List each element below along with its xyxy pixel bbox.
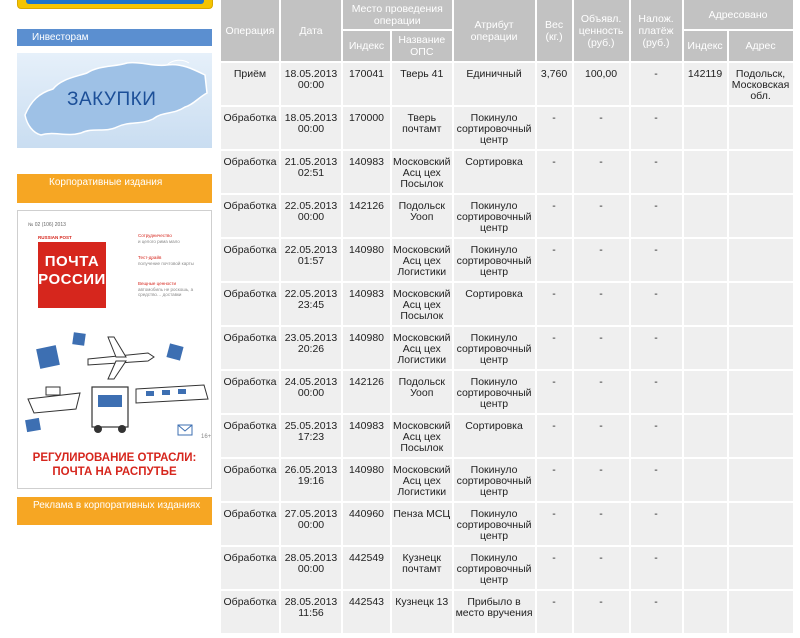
cell-address: [729, 547, 793, 589]
magazine-headline: РЕГУЛИРОВАНИЕ ОТРАСЛИ: ПОЧТА НА РАСПУТЬЕ: [32, 452, 197, 478]
cell-attribute: Покинуло сортировочный центр: [454, 371, 535, 413]
cell-index: 140983: [343, 151, 390, 193]
corporate-ads-link[interactable]: Реклама в корпоративных изданиях: [17, 497, 212, 525]
cell-declared-value: -: [574, 151, 629, 193]
cell-date: 21.05.2013 02:51: [281, 151, 341, 193]
cell-cod: -: [631, 151, 682, 193]
cell-ops-name: Пенза МСЦ: [392, 503, 452, 545]
transport-illustration-icon: [18, 329, 211, 441]
magazine-blurb: Сотрудничество и целого рима мало: [138, 233, 180, 244]
cell-address: [729, 459, 793, 501]
cell-weight: 3,760: [537, 63, 572, 105]
table-row: [221, 591, 793, 633]
cell-addr-index: [684, 107, 727, 149]
zakupki-label: ЗАКУПКИ: [67, 89, 157, 110]
magazine-cover[interactable]: [17, 210, 212, 489]
cell-addr-index: [684, 371, 727, 413]
cell-weight: -: [537, 327, 572, 369]
cell-cod: -: [631, 195, 682, 237]
cell-index: 142126: [343, 195, 390, 237]
cell-cod: -: [631, 503, 682, 545]
cell-cod: -: [631, 327, 682, 369]
cell-declared-value: -: [574, 547, 629, 589]
corporate-publications-link[interactable]: Корпоративные издания: [17, 174, 212, 203]
cell-declared-value: -: [574, 195, 629, 237]
cell-declared-value: -: [574, 459, 629, 501]
table-row: [221, 503, 793, 545]
table-row: [221, 327, 793, 369]
cell-operation: Обработка: [221, 327, 279, 369]
cell-ops-name: Московский Асц цех Посылок: [392, 415, 452, 457]
cell-index: 140983: [343, 283, 390, 325]
table-row: [221, 151, 793, 193]
cell-address: [729, 283, 793, 325]
cell-declared-value: -: [574, 283, 629, 325]
cell-date: 23.05.2013 20:26: [281, 327, 341, 369]
table-body: [221, 63, 793, 633]
table-row: [221, 239, 793, 281]
cell-addr-index: [684, 195, 727, 237]
cell-index: 170000: [343, 107, 390, 149]
table-row: [221, 415, 793, 457]
cell-address: [729, 151, 793, 193]
cell-address: [729, 371, 793, 413]
cell-weight: -: [537, 195, 572, 237]
cell-attribute: Покинуло сортировочный центр: [454, 327, 535, 369]
cell-ops-name: Московский Асц цех Посылок: [392, 151, 452, 193]
cell-address: [729, 195, 793, 237]
cell-ops-name: Московский Асц цех Логистики: [392, 459, 452, 501]
cell-date: 22.05.2013 01:57: [281, 239, 341, 281]
cell-date: 18.05.2013 00:00: [281, 63, 341, 105]
cell-cod: -: [631, 415, 682, 457]
cell-attribute: Покинуло сортировочный центр: [454, 503, 535, 545]
cell-operation: Обработка: [221, 239, 279, 281]
header-ops-name: Название ОПС: [392, 31, 452, 61]
cell-weight: -: [537, 239, 572, 281]
cell-cod: -: [631, 591, 682, 633]
table-row: [221, 283, 793, 325]
cell-addr-index: [684, 151, 727, 193]
cell-index: 170041: [343, 63, 390, 105]
magazine-logo: ПОЧТА РОССИИ: [38, 242, 106, 308]
cell-weight: -: [537, 107, 572, 149]
cell-weight: -: [537, 283, 572, 325]
cell-attribute: Покинуло сортировочный центр: [454, 107, 535, 149]
cell-date: 22.05.2013 00:00: [281, 195, 341, 237]
cell-cod: -: [631, 459, 682, 501]
header-operation: Операция: [221, 0, 279, 61]
cell-operation: Обработка: [221, 283, 279, 325]
table-row: [221, 371, 793, 413]
sidebar: [0, 0, 216, 638]
magazine-age-rating: 16+: [201, 434, 212, 440]
cell-cod: -: [631, 371, 682, 413]
cell-operation: Обработка: [221, 371, 279, 413]
cell-declared-value: -: [574, 327, 629, 369]
header-declared-value: Объявл. ценность (руб.): [574, 0, 629, 61]
cell-addr-index: [684, 503, 727, 545]
tracking-table: [219, 0, 795, 635]
cell-index: 140980: [343, 239, 390, 281]
cell-address: [729, 239, 793, 281]
cell-date: 22.05.2013 23:45: [281, 283, 341, 325]
top-banner[interactable]: [17, 0, 213, 9]
cell-index: 442549: [343, 547, 390, 589]
cell-weight: -: [537, 503, 572, 545]
header-cod: Налож. платёж (руб.): [631, 0, 682, 61]
cell-attribute: Покинуло сортировочный центр: [454, 239, 535, 281]
cell-ops-name: Московский Асц цех Логистики: [392, 327, 452, 369]
cell-declared-value: 100,00: [574, 63, 629, 105]
cell-cod: -: [631, 107, 682, 149]
cell-attribute: Покинуло сортировочный центр: [454, 547, 535, 589]
cell-weight: -: [537, 151, 572, 193]
cell-date: 18.05.2013 00:00: [281, 107, 341, 149]
zakupki-banner[interactable]: [17, 53, 212, 148]
cell-address: [729, 107, 793, 149]
header-index: Индекс: [343, 31, 390, 61]
cell-cod: -: [631, 239, 682, 281]
cell-ops-name: Тверь 41: [392, 63, 452, 105]
cell-address: [729, 415, 793, 457]
cell-operation: Обработка: [221, 107, 279, 149]
cell-ops-name: Московский Асц цех Логистики: [392, 239, 452, 281]
cell-addr-index: [684, 591, 727, 633]
cell-date: 28.05.2013 00:00: [281, 547, 341, 589]
header-address: Адрес: [729, 31, 793, 61]
cell-declared-value: -: [574, 591, 629, 633]
cell-operation: Обработка: [221, 459, 279, 501]
cell-ops-name: Кузнецк 13: [392, 591, 452, 633]
table-row: [221, 547, 793, 589]
cell-index: 442543: [343, 591, 390, 633]
header-date: Дата: [281, 0, 341, 61]
cell-address: [729, 327, 793, 369]
header-attribute: Атрибут операции: [454, 0, 535, 61]
cell-ops-name: Кузнецк почтамт: [392, 547, 452, 589]
cell-cod: -: [631, 547, 682, 589]
cell-date: 26.05.2013 19:16: [281, 459, 341, 501]
magazine-issue: № 02 (106) 2013: [28, 222, 66, 228]
cell-date: 28.05.2013 11:56: [281, 591, 341, 633]
header-addressed-group: Адресовано: [684, 0, 793, 29]
cell-attribute: Покинуло сортировочный центр: [454, 459, 535, 501]
cell-cod: -: [631, 283, 682, 325]
magazine-brand-top: RUSSIAN POST: [38, 235, 72, 240]
table-row: [221, 63, 793, 105]
cell-operation: Обработка: [221, 151, 279, 193]
cell-operation: Обработка: [221, 591, 279, 633]
cell-declared-value: -: [574, 503, 629, 545]
cell-address: [729, 591, 793, 633]
cell-ops-name: Московский Асц цех Посылок: [392, 283, 452, 325]
magazine-blurb: Тест-драйв получение почтовой карты: [138, 255, 194, 266]
cell-declared-value: -: [574, 107, 629, 149]
cell-index: 140980: [343, 459, 390, 501]
cell-index: 140980: [343, 327, 390, 369]
cell-ops-name: Тверь почтамт: [392, 107, 452, 149]
magazine-blurb: Вещные ценности автомобиль не роскошь, а средство… доставки: [138, 281, 194, 297]
cell-weight: -: [537, 371, 572, 413]
table-row: [221, 459, 793, 501]
cell-cod: -: [631, 63, 682, 105]
cell-weight: -: [537, 547, 572, 589]
cell-address: [729, 503, 793, 545]
cell-declared-value: -: [574, 239, 629, 281]
header-addr-index: Индекс: [684, 31, 727, 61]
cell-addr-index: [684, 459, 727, 501]
table-header: [221, 0, 793, 61]
cell-operation: Приём: [221, 63, 279, 105]
cell-date: 25.05.2013 17:23: [281, 415, 341, 457]
cell-index: 142126: [343, 371, 390, 413]
cell-weight: -: [537, 459, 572, 501]
cell-attribute: Прибыло в место вручения: [454, 591, 535, 633]
cell-date: 27.05.2013 00:00: [281, 503, 341, 545]
cell-operation: Обработка: [221, 503, 279, 545]
cell-weight: -: [537, 591, 572, 633]
cell-index: 440960: [343, 503, 390, 545]
cell-addr-index: [684, 415, 727, 457]
cell-address: Подольск, Московская обл.: [729, 63, 793, 105]
cell-ops-name: Подольск Уооп: [392, 195, 452, 237]
cell-attribute: Единичный: [454, 63, 535, 105]
cell-declared-value: -: [574, 415, 629, 457]
cell-attribute: Покинуло сортировочный центр: [454, 195, 535, 237]
cell-attribute: Сортировка: [454, 283, 535, 325]
table-row: [221, 195, 793, 237]
header-weight: Вес (кг.): [537, 0, 572, 61]
table-row: [221, 107, 793, 149]
cell-attribute: Сортировка: [454, 415, 535, 457]
cell-addr-index: [684, 327, 727, 369]
cell-addr-index: 142119: [684, 63, 727, 105]
cell-operation: Обработка: [221, 195, 279, 237]
cell-addr-index: [684, 283, 727, 325]
cell-index: 140983: [343, 415, 390, 457]
cell-date: 24.05.2013 00:00: [281, 371, 341, 413]
cell-attribute: Сортировка: [454, 151, 535, 193]
cell-operation: Обработка: [221, 547, 279, 589]
investors-link[interactable]: Инвесторам: [17, 29, 212, 46]
cell-operation: Обработка: [221, 415, 279, 457]
header-place-group: Место проведения операции: [343, 0, 452, 29]
cell-declared-value: -: [574, 371, 629, 413]
cell-ops-name: Подольск Уооп: [392, 371, 452, 413]
cell-addr-index: [684, 547, 727, 589]
cell-weight: -: [537, 415, 572, 457]
tracking-table-container: [221, 0, 800, 635]
cell-addr-index: [684, 239, 727, 281]
